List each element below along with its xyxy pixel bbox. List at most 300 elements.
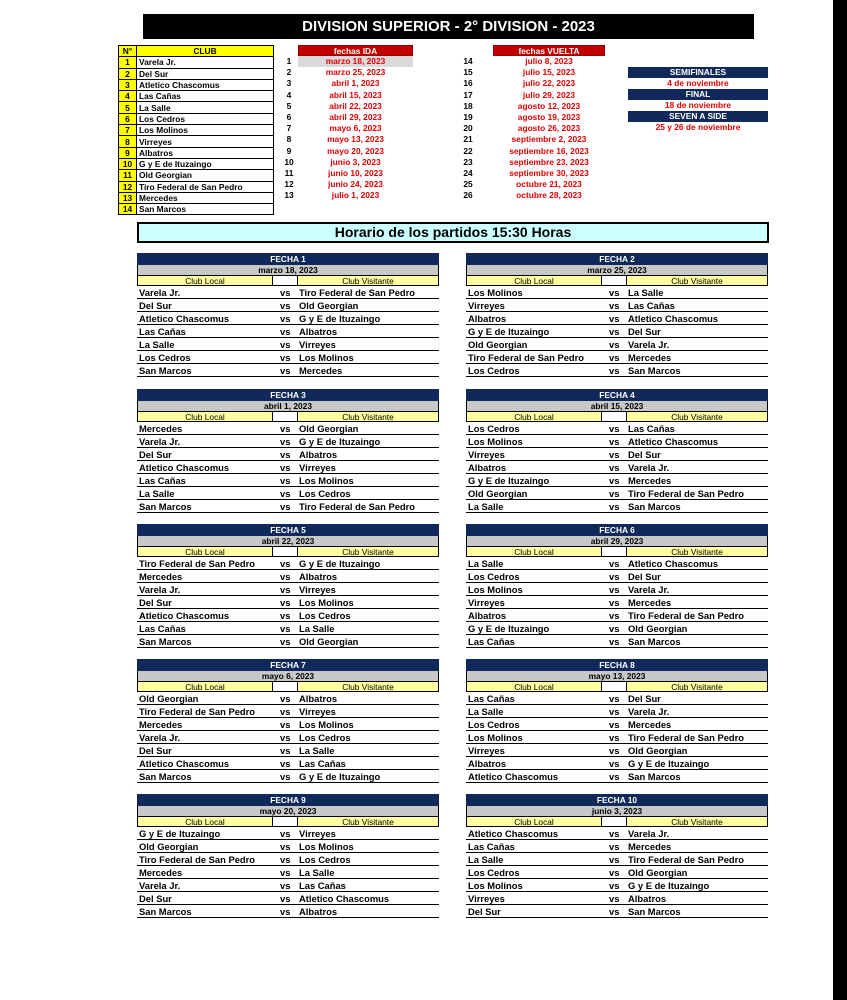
- fecha-title: FECHA 10: [466, 794, 768, 806]
- local-team: La Salle: [468, 501, 504, 512]
- visitor-team: Los Molinos: [299, 352, 354, 363]
- vs-label: vs: [280, 841, 291, 852]
- club-number: 5: [119, 102, 137, 113]
- fechas-ida: [280, 45, 413, 201]
- fecha-date: mayo 20, 2023: [137, 806, 439, 816]
- match-row: [137, 827, 439, 840]
- col-visitante-header: Club Visitante: [297, 816, 439, 827]
- local-team: Albatros: [468, 758, 507, 769]
- vs-label: vs: [280, 719, 291, 730]
- date-row: [280, 168, 413, 179]
- fecha-block: [466, 659, 768, 783]
- col-gap: [273, 681, 297, 692]
- visitor-team: Varela Jr.: [628, 339, 670, 350]
- fecha-number: 24: [463, 167, 473, 178]
- club-name: La Salle: [137, 102, 274, 113]
- fecha-block: [466, 794, 768, 918]
- final-label: FINAL: [628, 89, 768, 100]
- clubs-club-header: CLUB: [137, 46, 274, 57]
- date-row: [443, 90, 605, 101]
- local-team: Las Cañas: [468, 693, 515, 704]
- vs-label: vs: [280, 501, 291, 512]
- match-row: [466, 622, 768, 635]
- fecha-number: 11: [284, 167, 294, 178]
- local-team: Varela Jr.: [139, 732, 181, 743]
- match-row: [466, 487, 768, 500]
- match-row: [137, 609, 439, 622]
- vs-label: vs: [609, 339, 620, 350]
- match-row: [466, 500, 768, 513]
- seven-date: 25 y 26 de noviembre: [655, 122, 741, 132]
- local-team: Los Molinos: [468, 732, 523, 743]
- vs-label: vs: [280, 771, 291, 782]
- match-row: [466, 338, 768, 351]
- match-row: [466, 583, 768, 596]
- club-row: [119, 113, 274, 124]
- date-row: [443, 67, 605, 78]
- visitor-team: Atletico Chascomus: [299, 893, 390, 904]
- seven-block: [628, 111, 768, 133]
- match-row: [466, 474, 768, 487]
- club-name: Los Cedros: [137, 113, 274, 124]
- vs-label: vs: [280, 287, 291, 298]
- visitor-team: Old Georgian: [628, 745, 688, 756]
- vs-label: vs: [609, 771, 620, 782]
- local-team: Tiro Federal de San Pedro: [468, 352, 585, 363]
- fecha-date: julio 8, 2023: [525, 56, 573, 66]
- match-row: [137, 757, 439, 770]
- fecha-date: mayo 13, 2023: [327, 134, 384, 145]
- visitor-team: Mercedes: [628, 352, 672, 363]
- vs-label: vs: [609, 906, 620, 917]
- vs-label: vs: [280, 906, 291, 917]
- visitor-team: Old Georgian: [628, 623, 688, 634]
- vs-label: vs: [280, 436, 291, 447]
- visitor-team: Old Georgian: [299, 300, 359, 311]
- match-row: [137, 635, 439, 648]
- fecha-block: [137, 659, 439, 783]
- club-name: Virreyes: [137, 136, 274, 147]
- semis-label: SEMIFINALES: [628, 67, 768, 78]
- club-name: Del Sur: [137, 68, 274, 79]
- vs-label: vs: [280, 571, 291, 582]
- vs-label: vs: [280, 584, 291, 595]
- fechas-vuelta: [443, 45, 605, 201]
- col-visitante-header: Club Visitante: [297, 411, 439, 422]
- vs-label: vs: [280, 610, 291, 621]
- visitor-team: G y E de Ituzaingo: [299, 313, 381, 324]
- clubs-num-header: N°: [119, 46, 137, 57]
- vs-label: vs: [280, 758, 291, 769]
- match-row: [137, 338, 439, 351]
- vs-label: vs: [280, 339, 291, 350]
- vs-label: vs: [280, 880, 291, 891]
- visitor-team: Mercedes: [628, 841, 672, 852]
- visitor-team: Las Cañas: [299, 758, 346, 769]
- col-gap: [602, 681, 626, 692]
- col-gap: [273, 411, 297, 422]
- fecha-title: FECHA 5: [137, 524, 439, 536]
- match-row: [137, 892, 439, 905]
- local-team: Los Cedros: [468, 867, 520, 878]
- match-row: [137, 622, 439, 635]
- club-number: 7: [119, 125, 137, 136]
- club-name: Atletico Chascomus: [137, 79, 274, 90]
- local-team: Las Cañas: [139, 326, 186, 337]
- fecha-number: 20: [463, 123, 473, 134]
- club-name: Old Georgian: [137, 170, 274, 181]
- fecha-number: 19: [463, 111, 473, 122]
- fecha-block: [137, 253, 439, 377]
- date-row: [443, 78, 605, 89]
- club-row: [119, 136, 274, 147]
- vs-label: vs: [609, 597, 620, 608]
- date-row: [280, 101, 413, 112]
- fecha-date: mayo 6, 2023: [137, 671, 439, 681]
- vs-label: vs: [609, 571, 620, 582]
- fecha-block: [466, 253, 768, 377]
- local-team: Las Cañas: [468, 636, 515, 647]
- fecha-date: septiembre 16, 2023: [509, 145, 589, 156]
- match-row: [137, 596, 439, 609]
- local-team: G y E de Ituzaingo: [468, 623, 550, 634]
- fecha-date: junio 24, 2023: [328, 179, 383, 190]
- fecha-date: marzo 18, 2023: [298, 56, 413, 67]
- vs-label: vs: [280, 558, 291, 569]
- col-local-header: Club Local: [466, 681, 602, 692]
- visitor-team: San Marcos: [628, 501, 681, 512]
- date-row: [280, 146, 413, 157]
- club-row: [119, 192, 274, 203]
- vs-label: vs: [280, 732, 291, 743]
- local-team: Las Cañas: [139, 623, 186, 634]
- fecha-number: 10: [284, 156, 294, 167]
- date-row: [443, 179, 605, 190]
- visitor-team: Albatros: [299, 571, 338, 582]
- date-row: [280, 123, 413, 134]
- local-team: La Salle: [139, 339, 175, 350]
- local-team: Atletico Chascomus: [468, 771, 559, 782]
- fecha-columns: [466, 681, 768, 692]
- fecha-columns: [137, 816, 439, 827]
- match-row: [466, 892, 768, 905]
- match-row: [137, 364, 439, 377]
- club-name: Varela Jr.: [137, 57, 274, 68]
- local-team: Los Molinos: [468, 584, 523, 595]
- fecha-date: mayo 13, 2023: [466, 671, 768, 681]
- fecha-date: mayo 6, 2023: [329, 123, 382, 134]
- horario-banner: Horario de los partidos 15:30 Horas: [137, 222, 769, 243]
- match-row: [466, 744, 768, 757]
- visitor-team: San Marcos: [628, 636, 681, 647]
- local-team: Del Sur: [139, 893, 172, 904]
- match-row: [137, 422, 439, 435]
- club-number: 4: [119, 91, 137, 102]
- semis-date: 4 de noviembre: [667, 78, 729, 88]
- fecha-number: 4: [286, 89, 292, 100]
- visitor-team: Atletico Chascomus: [628, 436, 719, 447]
- local-team: San Marcos: [139, 636, 192, 647]
- fecha-number: 12: [284, 179, 294, 190]
- local-team: Virreyes: [468, 745, 505, 756]
- visitor-team: Mercedes: [299, 365, 343, 376]
- club-row: [119, 204, 274, 215]
- col-local-header: Club Local: [466, 546, 602, 557]
- fecha-date: septiembre 30, 2023: [509, 167, 589, 178]
- club-number: 9: [119, 147, 137, 158]
- local-team: Los Cedros: [468, 423, 520, 434]
- fecha-columns: [466, 275, 768, 286]
- vs-label: vs: [280, 449, 291, 460]
- visitor-team: Atletico Chascomus: [628, 558, 719, 569]
- local-team: Albatros: [468, 610, 507, 621]
- visitor-team: Varela Jr.: [628, 584, 670, 595]
- visitor-team: Tiro Federal de San Pedro: [299, 501, 416, 512]
- col-gap: [602, 411, 626, 422]
- club-name: Los Molinos: [137, 125, 274, 136]
- vs-label: vs: [280, 706, 291, 717]
- vs-label: vs: [280, 326, 291, 337]
- local-team: La Salle: [139, 488, 175, 499]
- club-row: [119, 158, 274, 169]
- vs-label: vs: [280, 623, 291, 634]
- club-name: Las Cañas: [137, 91, 274, 102]
- fecha-date: mayo 20, 2023: [327, 145, 384, 156]
- fecha-date: abril 22, 2023: [137, 536, 439, 546]
- fecha-number: 9: [286, 145, 292, 156]
- col-visitante-header: Club Visitante: [626, 411, 768, 422]
- fecha-date: agosto 12, 2023: [517, 100, 581, 111]
- fecha-title: FECHA 6: [466, 524, 768, 536]
- date-row: [280, 134, 413, 145]
- col-local-header: Club Local: [466, 816, 602, 827]
- match-row: [137, 351, 439, 364]
- club-row: [119, 181, 274, 192]
- visitor-team: G y E de Ituzaingo: [299, 771, 381, 782]
- local-team: Albatros: [468, 313, 507, 324]
- fecha-title: FECHA 7: [137, 659, 439, 671]
- local-team: Mercedes: [139, 571, 183, 582]
- local-team: Tiro Federal de San Pedro: [139, 706, 256, 717]
- fecha-date: abril 15, 2023: [466, 401, 768, 411]
- visitor-team: Tiro Federal de San Pedro: [628, 488, 745, 499]
- col-gap: [602, 275, 626, 286]
- visitor-team: Los Cedros: [299, 610, 351, 621]
- fecha-date: julio 22, 2023: [522, 78, 576, 89]
- vs-label: vs: [609, 758, 620, 769]
- local-team: La Salle: [468, 706, 504, 717]
- club-number: 3: [119, 79, 137, 90]
- vs-label: vs: [609, 352, 620, 363]
- date-row: [443, 112, 605, 123]
- match-row: [137, 325, 439, 338]
- fecha-number: 23: [463, 156, 473, 167]
- club-name: Mercedes: [137, 192, 274, 203]
- date-row: [443, 101, 605, 112]
- fecha-date: abril 29, 2023: [329, 111, 382, 122]
- fecha-number: 2: [286, 67, 292, 78]
- match-row: [466, 286, 768, 299]
- col-gap: [602, 546, 626, 557]
- match-row: [137, 487, 439, 500]
- vs-label: vs: [609, 436, 620, 447]
- local-team: Varela Jr.: [139, 880, 181, 891]
- vs-label: vs: [609, 610, 620, 621]
- match-row: [466, 557, 768, 570]
- local-team: Los Cedros: [468, 719, 520, 730]
- fecha-columns: [466, 816, 768, 827]
- club-row: [119, 102, 274, 113]
- club-row: [119, 125, 274, 136]
- fecha-date: junio 10, 2023: [328, 167, 383, 178]
- visitor-team: Mercedes: [628, 719, 672, 730]
- vs-label: vs: [609, 365, 620, 376]
- local-team: San Marcos: [139, 771, 192, 782]
- col-visitante-header: Club Visitante: [297, 546, 439, 557]
- local-team: Atletico Chascomus: [468, 828, 559, 839]
- local-team: Tiro Federal de San Pedro: [139, 558, 256, 569]
- fecha-date: octubre 21, 2023: [516, 179, 582, 190]
- fecha-date: abril 22, 2023: [329, 100, 382, 111]
- match-row: [466, 827, 768, 840]
- local-team: La Salle: [468, 854, 504, 865]
- match-row: [466, 879, 768, 892]
- fecha-columns: [466, 546, 768, 557]
- match-row: [137, 474, 439, 487]
- vs-label: vs: [280, 828, 291, 839]
- local-team: San Marcos: [139, 365, 192, 376]
- vs-label: vs: [609, 423, 620, 434]
- match-row: [137, 731, 439, 744]
- club-number: 10: [119, 158, 137, 169]
- fecha-date: octubre 28, 2023: [516, 190, 582, 201]
- vs-label: vs: [609, 867, 620, 878]
- local-team: Mercedes: [139, 719, 183, 730]
- vs-label: vs: [609, 745, 620, 756]
- local-team: Mercedes: [139, 423, 183, 434]
- match-row: [466, 705, 768, 718]
- local-team: San Marcos: [139, 501, 192, 512]
- local-team: Los Molinos: [468, 880, 523, 891]
- date-row: [280, 179, 413, 190]
- fecha-date: abril 1, 2023: [331, 78, 380, 89]
- club-number: 2: [119, 68, 137, 79]
- match-row: [137, 435, 439, 448]
- vs-label: vs: [609, 300, 620, 311]
- match-row: [137, 879, 439, 892]
- vs-label: vs: [280, 475, 291, 486]
- col-visitante-header: Club Visitante: [626, 681, 768, 692]
- vs-label: vs: [280, 423, 291, 434]
- fecha-number: 1: [286, 56, 292, 66]
- visitor-team: La Salle: [628, 287, 664, 298]
- local-team: Atletico Chascomus: [139, 610, 230, 621]
- visitor-team: La Salle: [299, 867, 335, 878]
- col-visitante-header: Club Visitante: [297, 681, 439, 692]
- match-row: [466, 312, 768, 325]
- col-gap: [273, 816, 297, 827]
- fecha-number: 26: [463, 190, 473, 201]
- date-row: [280, 78, 413, 89]
- visitor-team: Los Cedros: [299, 854, 351, 865]
- fecha-number: 13: [284, 190, 294, 201]
- visitor-team: Los Molinos: [299, 597, 354, 608]
- fecha-number: 8: [286, 134, 292, 145]
- vs-label: vs: [609, 719, 620, 730]
- match-row: [466, 609, 768, 622]
- match-row: [466, 461, 768, 474]
- club-number: 6: [119, 113, 137, 124]
- date-row: [280, 112, 413, 123]
- match-row: [137, 557, 439, 570]
- match-row: [466, 866, 768, 879]
- visitor-team: Los Molinos: [299, 719, 354, 730]
- visitor-team: Virreyes: [299, 828, 336, 839]
- visitor-team: Varela Jr.: [628, 828, 670, 839]
- vs-label: vs: [280, 854, 291, 865]
- col-local-header: Club Local: [137, 816, 273, 827]
- fecha-date: marzo 25, 2023: [466, 265, 768, 275]
- visitor-team: La Salle: [299, 745, 335, 756]
- visitor-team: San Marcos: [628, 365, 681, 376]
- visitor-team: Tiro Federal de San Pedro: [628, 854, 745, 865]
- visitor-team: San Marcos: [628, 771, 681, 782]
- date-row: [443, 190, 605, 201]
- vs-label: vs: [609, 313, 620, 324]
- fecha-date: marzo 18, 2023: [137, 265, 439, 275]
- club-number: 14: [119, 204, 137, 215]
- vs-label: vs: [280, 365, 291, 376]
- visitor-team: Del Sur: [628, 571, 661, 582]
- vs-label: vs: [609, 501, 620, 512]
- fecha-number: 5: [286, 100, 292, 111]
- vs-label: vs: [280, 488, 291, 499]
- visitor-team: Varela Jr.: [628, 462, 670, 473]
- vs-label: vs: [609, 828, 620, 839]
- semifinales-block: [628, 67, 768, 89]
- vs-label: vs: [609, 488, 620, 499]
- local-team: Tiro Federal de San Pedro: [139, 854, 256, 865]
- local-team: Old Georgian: [468, 488, 528, 499]
- fecha-columns: [137, 411, 439, 422]
- local-team: Old Georgian: [139, 693, 199, 704]
- match-row: [137, 705, 439, 718]
- fecha-block: [137, 389, 439, 513]
- match-row: [137, 866, 439, 879]
- vs-label: vs: [609, 623, 620, 634]
- date-row: [280, 157, 413, 168]
- fecha-block: [137, 524, 439, 648]
- visitor-team: Los Molinos: [299, 841, 354, 852]
- local-team: Virreyes: [468, 449, 505, 460]
- fecha-number: 3: [286, 78, 292, 89]
- visitor-team: Los Molinos: [299, 475, 354, 486]
- fecha-date: agosto 19, 2023: [517, 111, 581, 122]
- fecha-date: julio 1, 2023: [331, 190, 380, 201]
- vs-label: vs: [280, 745, 291, 756]
- match-row: [137, 840, 439, 853]
- club-number: 13: [119, 192, 137, 203]
- local-team: San Marcos: [139, 906, 192, 917]
- fecha-number: 16: [463, 78, 473, 89]
- vs-label: vs: [609, 287, 620, 298]
- local-team: Del Sur: [139, 597, 172, 608]
- vs-label: vs: [280, 352, 291, 363]
- local-team: Old Georgian: [139, 841, 199, 852]
- local-team: Atletico Chascomus: [139, 313, 230, 324]
- fecha-columns: [137, 546, 439, 557]
- vuelta-header: fechas VUELTA: [493, 45, 605, 56]
